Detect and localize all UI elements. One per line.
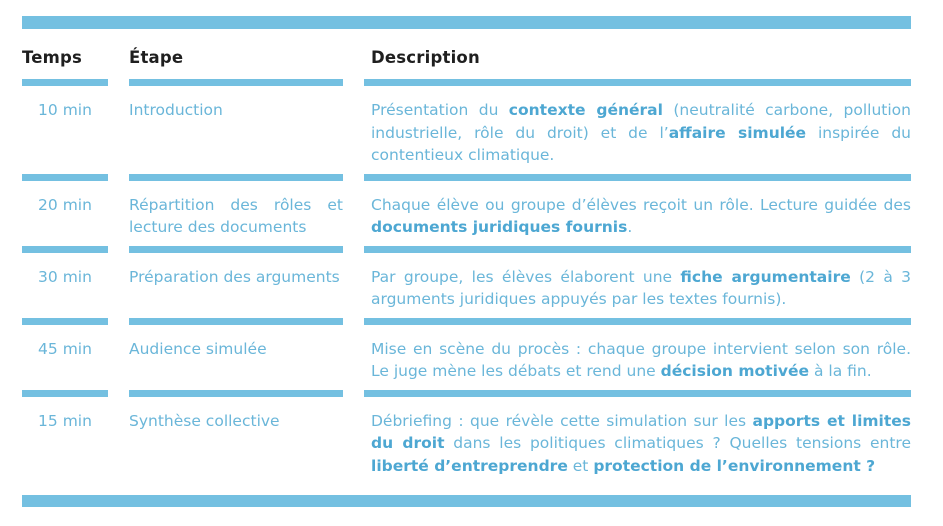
description-text: Mise en scène du procès : chaque groupe intervient selon son rôle. Le juge mène les débats et rend une [371, 339, 911, 380]
description-cell [364, 99, 911, 167]
time-cell: 20 min [38, 195, 92, 214]
row-divider-bar-description [364, 318, 911, 325]
row-divider [22, 174, 911, 181]
column-header-description: Description [371, 48, 480, 67]
table-row [22, 390, 911, 485]
lesson-plan-table [22, 16, 911, 507]
time-cell: 30 min [38, 267, 92, 286]
table-body [22, 79, 911, 484]
row-divider-bar-description [364, 79, 911, 86]
row-divider-bar-temps [22, 79, 108, 86]
description-text: . [627, 218, 633, 236]
description-text: (neutralité carbone, pollution industrielle, rôle du droit) et de l’ [371, 101, 911, 142]
row-divider-bar-etape [129, 246, 343, 253]
table-row [22, 318, 911, 390]
description-bold-text: apports et limites du droit [371, 411, 911, 452]
row-divider [22, 246, 911, 253]
description-text: à la fin. [809, 362, 872, 380]
row-content [22, 397, 911, 485]
column-header-temps: Temps [22, 48, 83, 67]
step-cell: Audience simulée [129, 339, 267, 358]
row-divider-bar-etape [129, 79, 343, 86]
step-cell: Répartition des rôles et lecture des documents [129, 195, 343, 236]
row-divider [22, 79, 911, 86]
step-cell: Introduction [129, 101, 223, 119]
time-cell: 10 min [38, 101, 92, 119]
row-divider-bar-temps [22, 174, 108, 181]
column-header-etape: Étape [129, 48, 184, 67]
row-content [22, 325, 911, 390]
description-bold-text: liberté d’entreprendre [371, 456, 568, 475]
table-row [22, 79, 911, 174]
row-divider-bar-etape [129, 318, 343, 325]
table-row [22, 174, 911, 246]
description-bold-text: fiche argumentaire [680, 267, 851, 286]
top-divider-bar [22, 16, 911, 29]
row-content [22, 181, 911, 246]
row-divider-bar-temps [22, 390, 108, 397]
description-bold-text: décision motivée [660, 362, 810, 380]
row-divider [22, 318, 911, 325]
description-bold-text: documents juridiques fournis [371, 218, 628, 236]
row-divider-bar-description [364, 246, 911, 253]
bottom-divider-bar [22, 495, 911, 507]
description-bold-text: protection de l’environnement ? [593, 456, 876, 475]
row-divider-bar-temps [22, 246, 108, 253]
row-divider-bar-etape [129, 390, 343, 397]
row-divider [22, 390, 911, 397]
row-content [22, 253, 911, 318]
step-cell: Préparation des arguments [129, 267, 340, 286]
description-cell [364, 338, 911, 383]
description-text: dans les politiques climatiques ? Quelles tensions entre [444, 434, 911, 452]
description-text: et [567, 456, 594, 475]
time-cell: 15 min [38, 411, 92, 430]
row-divider-bar-description [364, 174, 911, 181]
step-cell: Synthèse collective [129, 411, 280, 430]
description-text: (2 à 3 arguments juridiques appuyés par les textes fournis). [371, 267, 912, 308]
table-row [22, 246, 911, 318]
description-text: Chaque élève ou groupe d’élèves reçoit un rôle. Lecture guidée des [371, 195, 911, 214]
row-divider-bar-etape [129, 174, 343, 181]
description-text: Par groupe, les élèves élaborent une [371, 267, 681, 286]
description-cell [364, 266, 911, 311]
description-text: Présentation du [371, 101, 509, 119]
description-bold-text: contexte général [508, 101, 663, 119]
row-divider-bar-temps [22, 318, 108, 325]
time-cell: 45 min [38, 339, 92, 358]
description-bold-text: affaire simulée [668, 123, 807, 142]
description-cell [364, 410, 911, 478]
description-text: Débriefing : que révèle cette simulation sur les [371, 411, 753, 430]
row-divider-bar-description [364, 390, 911, 397]
row-content [22, 86, 911, 174]
table-header-row [22, 48, 911, 67]
description-cell [364, 194, 911, 239]
description-text: inspirée du contentieux climatique. [371, 123, 912, 164]
